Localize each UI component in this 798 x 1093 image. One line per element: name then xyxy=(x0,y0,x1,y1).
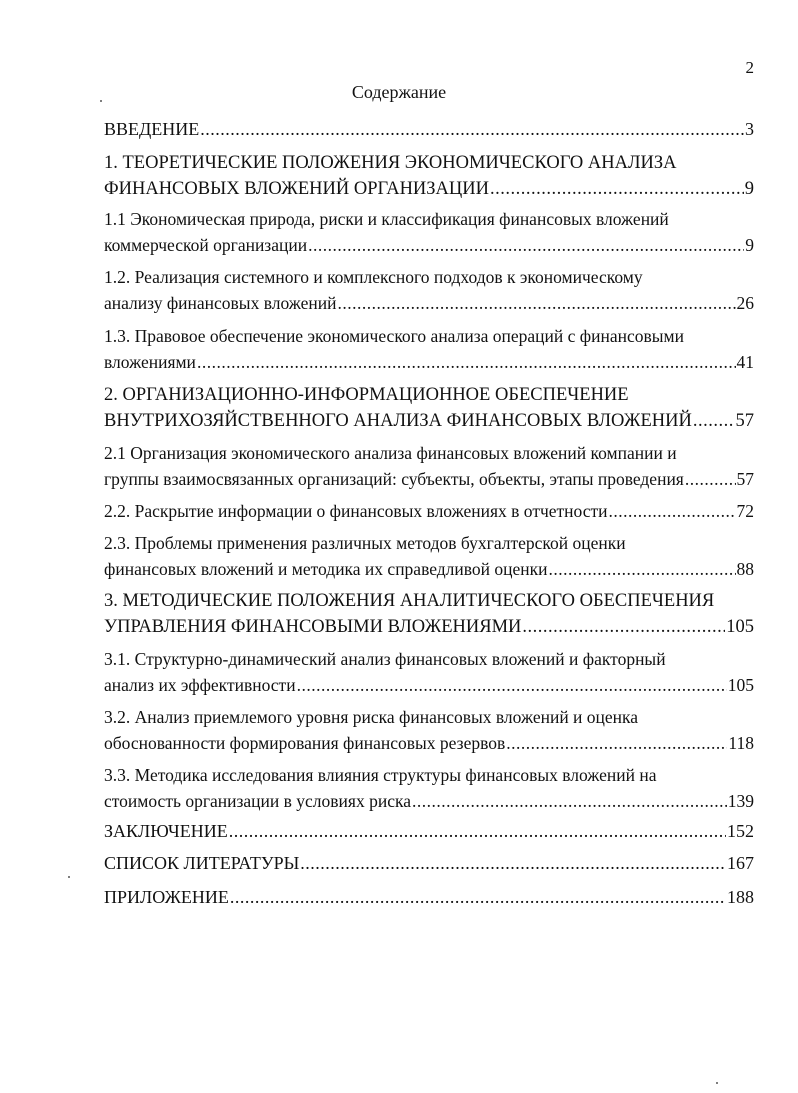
toc-entry-title-line: 1. ТЕОРЕТИЧЕСКИЕ ПОЛОЖЕНИЯ ЭКОНОМИЧЕСКОГО АНАЛИЗА xyxy=(104,153,677,173)
page-number: 2 xyxy=(745,58,754,77)
toc-entry-title-line: 1.2. Реализация системного и комплексного подходов к экономическому xyxy=(104,267,643,287)
toc-entry-title-line: анализ их эффективности xyxy=(104,675,296,695)
page-title: Содержание xyxy=(351,82,447,102)
toc-entry-page: 188 xyxy=(727,887,754,907)
dot-leader xyxy=(197,349,736,375)
toc-entry-title-line: ЗАКЛЮЧЕНИЕ xyxy=(104,821,228,841)
toc-entry-page: 9 xyxy=(744,179,754,199)
toc-entry-page: 105 xyxy=(727,675,754,695)
toc-entry-page: 9 xyxy=(745,235,754,255)
toc-entry-title-line: ВНУТРИХОЗЯЙСТВЕННОГО АНАЛИЗА ФИНАНСОВЫХ ВЛОЖЕНИЙ xyxy=(104,411,692,431)
toc-entry-title-line: анализу финансовых вложений xyxy=(104,293,337,313)
toc-entry-title-line: 3.2. Анализ приемлемого уровня риска финансовых вложений и оценка xyxy=(104,707,639,727)
toc-entry-title-line: обоснованности формирования финансовых резервов xyxy=(104,733,506,753)
toc-entry-title-line: ФИНАНСОВЫХ ВЛОЖЕНИЙ ОРГАНИЗАЦИИ xyxy=(104,179,489,199)
toc-entry-title-line: 1.3. Правовое обеспечение экономического анализа операций с финансовыми xyxy=(104,326,684,346)
dot-leader xyxy=(506,730,727,756)
toc-entry-page: 118 xyxy=(728,733,754,753)
toc-entry-page: 3 xyxy=(745,119,754,139)
toc-entry xyxy=(104,818,754,844)
toc-entry-title-line: группы взаимосвязанных организаций: субъекты, объекты, этапы проведения xyxy=(104,469,684,489)
toc-entry-title-line: 2.3. Проблемы применения различных методов бухгалтерской оценки xyxy=(104,533,626,553)
toc-entry xyxy=(104,150,754,202)
toc-entry-title-line: ВВЕДЕНИЕ xyxy=(104,119,200,139)
toc-entry xyxy=(104,762,754,814)
toc-entry-title-line: 3.3. Методика исследования влияния структуры финансовых вложений на xyxy=(104,765,657,785)
dot-leader xyxy=(229,818,726,844)
dot-leader xyxy=(412,788,727,814)
toc-entry xyxy=(104,498,754,524)
toc-entry-title-line: финансовых вложений и методика их справедливой оценки xyxy=(104,559,548,579)
toc-entry-title-line: УПРАВЛЕНИЯ ФИНАНСОВЫМИ ВЛОЖЕНИЯМИ xyxy=(104,617,522,637)
toc-entry-page: 57 xyxy=(735,411,754,431)
toc-entry xyxy=(104,704,754,756)
dot-leader xyxy=(297,672,727,698)
toc-entry xyxy=(104,116,754,142)
toc-entry-page: 139 xyxy=(727,791,754,811)
dot-leader xyxy=(308,232,744,258)
toc-entry-title-line: 3.1. Структурно-динамический анализ финансовых вложений и факторный xyxy=(104,649,666,669)
dot-leader xyxy=(300,850,726,876)
toc-entry-title-line: ПРИЛОЖЕНИЕ xyxy=(104,887,229,907)
toc-entry-page: 88 xyxy=(736,559,754,579)
toc-entry-title-line: коммерческой организации xyxy=(104,235,308,255)
toc-entry xyxy=(104,646,754,698)
toc-entry-title-line: 2. ОРГАНИЗАЦИОННО-ИНФОРМАЦИОННОЕ ОБЕСПЕЧЕНИЕ xyxy=(104,385,629,405)
toc-entry-page: 41 xyxy=(736,352,754,372)
toc-entry xyxy=(104,884,754,910)
dot-leader xyxy=(609,498,736,524)
toc-entry xyxy=(104,264,754,316)
dot-leader xyxy=(200,116,744,142)
toc-entry-title-line: СПИСОК ЛИТЕРАТУРЫ xyxy=(104,853,300,873)
dot-leader xyxy=(522,614,725,640)
toc-entry xyxy=(104,530,754,582)
toc-entry-title-line: 2.1 Организация экономического анализа финансовых вложений компании и xyxy=(104,443,677,463)
toc-entry xyxy=(104,323,754,375)
toc-entry-page: 57 xyxy=(736,469,754,489)
toc-entry xyxy=(104,588,754,640)
dot-leader xyxy=(549,556,736,582)
toc-entry-page: 72 xyxy=(736,501,754,521)
toc-entry-title-line: 1.1 Экономическая природа, риски и классификация финансовых вложений xyxy=(104,209,669,229)
toc-entry-page: 105 xyxy=(726,617,754,637)
toc-entry xyxy=(104,850,754,876)
dot-leader xyxy=(230,884,726,910)
toc-entry xyxy=(104,440,754,492)
dot-leader xyxy=(490,176,744,202)
toc-entry-title-line: вложениями xyxy=(104,352,196,372)
toc-entry xyxy=(104,382,754,434)
toc-entry-page: 152 xyxy=(727,821,754,841)
toc-entry xyxy=(104,206,754,258)
dot-leader xyxy=(693,408,735,434)
toc-entry-title-line: 2.2. Раскрытие информации о финансовых вложениях в отчетности xyxy=(104,501,608,521)
dot-leader xyxy=(685,466,736,492)
toc-entry-title-line: стоимость организации в условиях риска xyxy=(104,791,411,811)
dot-leader xyxy=(338,290,736,316)
toc-entry-title-line: 3. МЕТОДИЧЕСКИЕ ПОЛОЖЕНИЯ АНАЛИТИЧЕСКОГО ОБЕСПЕЧЕНИЯ xyxy=(104,591,715,611)
toc-entry-page: 167 xyxy=(727,853,754,873)
toc-entry-page: 26 xyxy=(736,293,754,313)
